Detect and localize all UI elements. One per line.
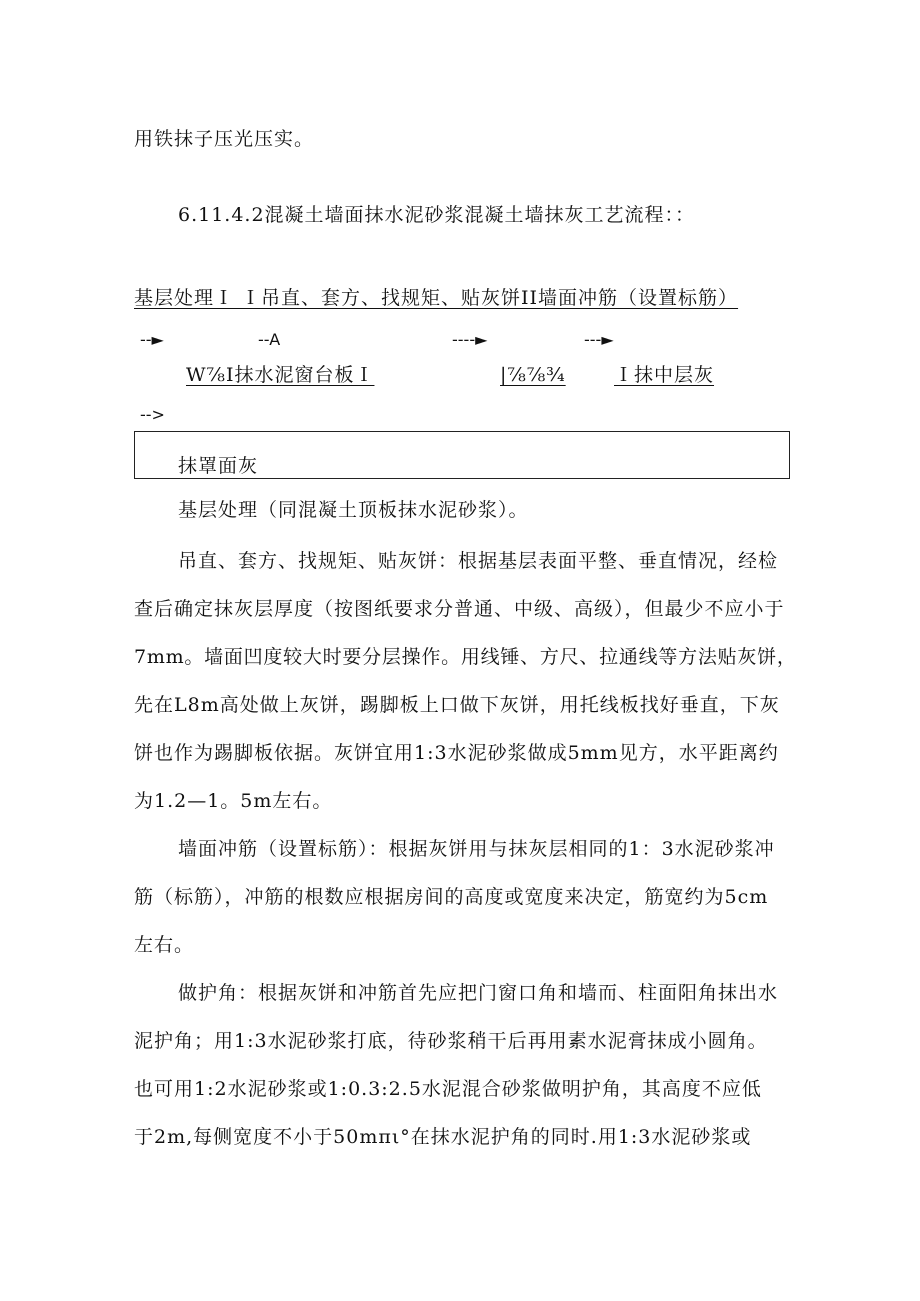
text-line: 饼也作为踢脚板依据。灰饼宜用1:3水泥砂浆做成5mm见方，水平距离约 (134, 742, 779, 764)
flow-row-2-step-b: |⅞⅞¾ (500, 364, 566, 386)
flow-row-1: 基层处理Ｉ Ｉ吊直、套方、找规矩、贴灰饼II墙面冲筋（设置标筋） (134, 287, 739, 309)
text-line: 泥护角；用1:3水泥砂浆打底，待砂浆稍干后再用素水泥膏抹成小圆角。 (134, 1030, 768, 1052)
flow-arrow-4: ---► (584, 330, 614, 349)
text-line: 筋（标筋），冲筋的根数应根据房间的高度或宽度来决定，筋宽约为5cm (134, 886, 769, 908)
flow-row-2-step-c: Ｉ抹中层灰 (614, 364, 715, 386)
section-heading: 6.11.4.2混凝土墙面抹水泥砂浆混凝土墙抹灰工艺流程：： (178, 204, 696, 226)
flow-arrow-5: --> (140, 405, 165, 424)
flow-arrow-2: --A (258, 330, 281, 349)
flow-final-step: 抹罩面灰 (178, 455, 259, 477)
flow-row-2-step-a: W⅞I抹水泥窗台板Ｉ (186, 364, 375, 386)
text-line: 左右。 (134, 934, 195, 956)
text-line: 墙面冲筋（设置标筋）：根据灰饼用与抹灰层相同的1：3水泥砂浆冲 (178, 838, 775, 860)
text-line: 基层处理（同混凝土顶板抹水泥砂浆）。 (178, 499, 529, 521)
flow-arrow-1: --► (140, 330, 164, 349)
text-line: 做护角：根据灰饼和冲筋首先应把门窗口角和墙而、柱面阳角抹出水 (178, 982, 779, 1004)
text-line: 先在L8m高处做上灰饼，踢脚板上口做下灰饼，用托线板找好垂直，下灰 (134, 694, 780, 716)
text-line: 用铁抹子压光压实。 (134, 128, 315, 150)
text-line: 查后确定抹灰层厚度（按图纸要求分普通、中级、高级），但最少不应小于 (134, 598, 785, 620)
text-line: 7mm。墙面凹度较大时要分层操作。用线锤、方尺、拉通线等方法贴灰饼， (134, 646, 797, 668)
text-line: 为1.2—1。5m左右。 (134, 790, 333, 812)
text-line: 也可用1:2水泥砂浆或1:0.3:2.5水泥混合砂浆做明护角，其高度不应低 (134, 1078, 762, 1100)
flow-arrow-3: ----► (452, 330, 488, 349)
text-line: 吊直、套方、找规矩、贴灰饼：根据基层表面平整、垂直情况，经检 (178, 550, 779, 572)
text-line: 于2m,每侧宽度不小于50mπι°在抹水泥护角的同时.用1:3水泥砂浆或 (134, 1126, 752, 1148)
